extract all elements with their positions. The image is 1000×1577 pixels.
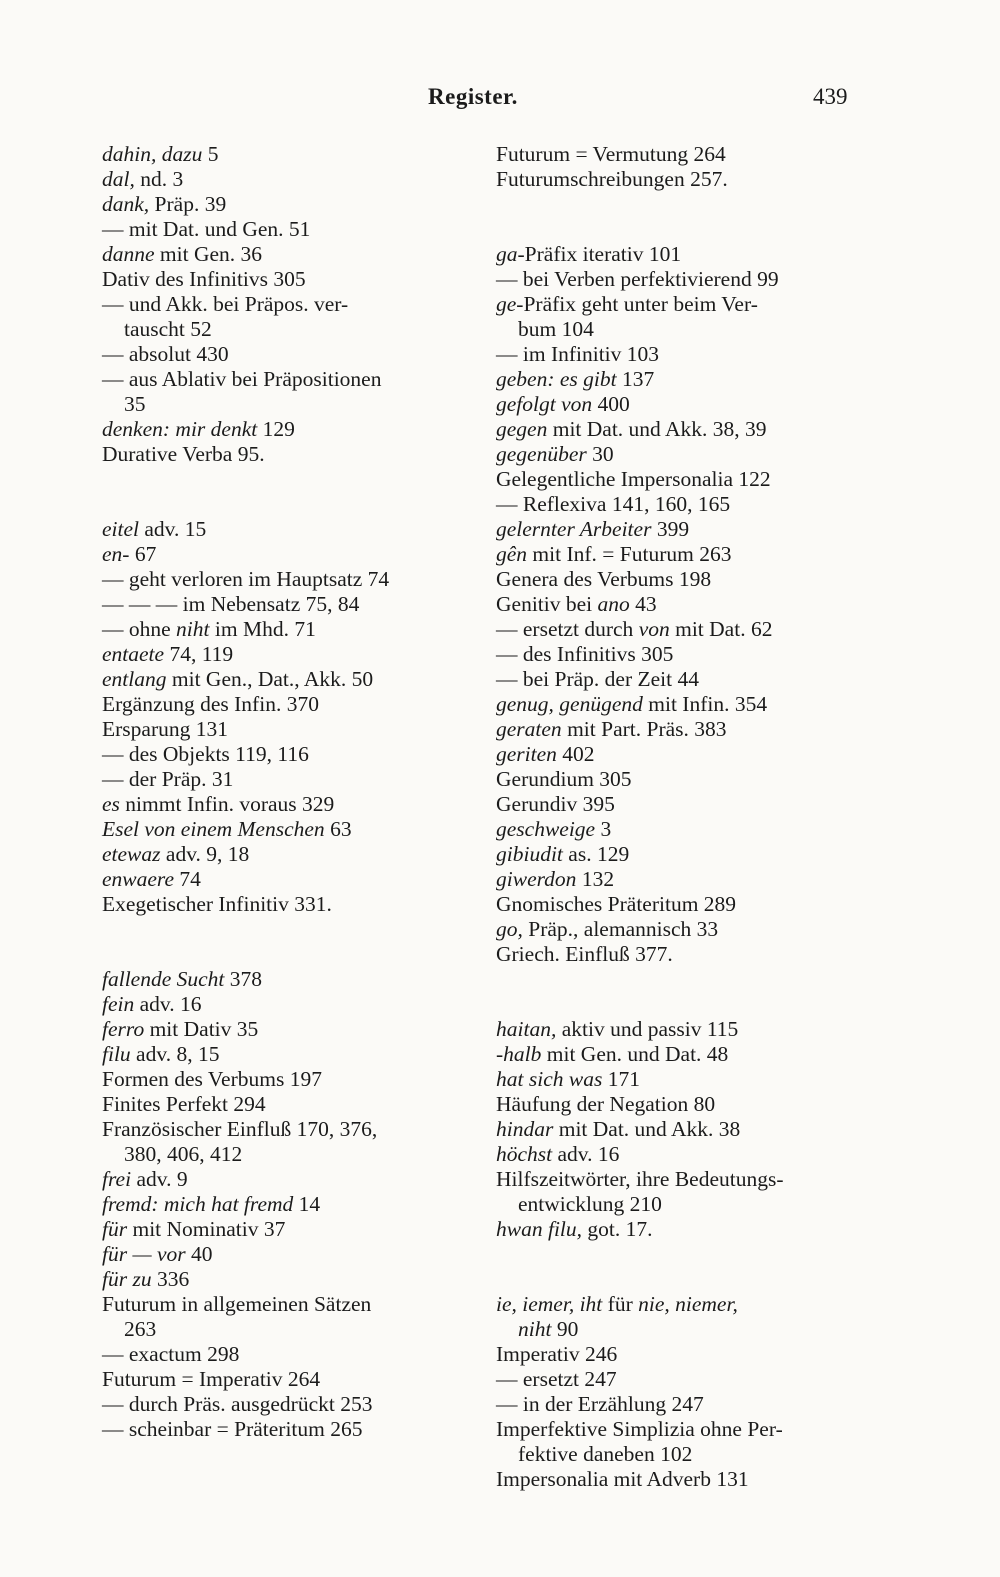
index-entry — [102, 442, 472, 467]
index-term-italic: frei — [102, 1167, 132, 1191]
index-entry — [102, 817, 472, 842]
index-entry — [496, 642, 866, 667]
index-entry — [496, 142, 866, 167]
section-gap — [496, 967, 866, 1017]
index-entry — [102, 367, 472, 392]
index-text: Präp., alemannisch 33 — [522, 917, 719, 941]
index-term-italic: dahin, dazu — [102, 142, 203, 166]
index-entry — [496, 942, 866, 967]
index-text: — ersetzt 247 — [496, 1367, 617, 1391]
index-text: — bei Verben perfektivierend 99 — [496, 267, 779, 291]
index-term-italic: niht — [518, 1317, 552, 1341]
index-text: — Reflexiva 141, 160, 165 — [496, 492, 731, 516]
index-term-italic: niht — [176, 617, 210, 641]
index-entry — [496, 842, 866, 867]
index-entry — [496, 1092, 866, 1117]
index-text: mit Nominativ 37 — [127, 1217, 286, 1241]
index-text: 402 — [556, 742, 595, 766]
index-column-right — [496, 142, 866, 1492]
index-text: — im Infinitiv 103 — [496, 342, 660, 366]
index-entry — [496, 167, 866, 192]
index-text: adv. 9 — [131, 1167, 188, 1191]
index-entry — [102, 717, 472, 742]
index-term-italic: gefolgt von — [496, 392, 593, 416]
index-text: — — — im Nebensatz 75, 84 — [102, 592, 360, 616]
index-text: 400 — [592, 392, 630, 416]
index-text: mit Inf. = Futurum 263 — [527, 542, 732, 566]
index-text: Imperativ 246 — [496, 1342, 618, 1366]
index-term-italic: geschweige — [496, 817, 596, 841]
index-text: Dativ des Infinitivs 305 — [102, 267, 306, 291]
index-entry — [496, 267, 866, 292]
index-text: — mit Dat. und Gen. 51 — [102, 217, 311, 241]
index-entry — [102, 142, 472, 167]
index-entry-continuation — [102, 1317, 472, 1342]
index-entry — [102, 292, 472, 317]
index-entry-continuation — [496, 317, 866, 342]
index-text: Futurum = Vermutung 264 — [496, 142, 726, 166]
index-text: 5 — [202, 142, 219, 166]
index-term-italic: höchst — [496, 1142, 553, 1166]
index-entry — [102, 1042, 472, 1067]
index-entry — [102, 167, 472, 192]
index-entry — [102, 1092, 472, 1117]
index-entry — [102, 992, 472, 1017]
index-term-italic: geriten — [496, 742, 557, 766]
index-text: 137 — [616, 367, 655, 391]
index-entry — [496, 542, 866, 567]
index-entry — [496, 467, 866, 492]
index-entry — [496, 242, 866, 267]
index-text: — exactum 298 — [102, 1342, 240, 1366]
index-text: 63 — [324, 817, 352, 841]
index-entry — [496, 1367, 866, 1392]
index-entry — [496, 867, 866, 892]
index-text: Präfix iterativ 101 — [524, 242, 682, 266]
index-text: 30 — [586, 442, 614, 466]
index-text: Finites Perfekt 294 — [102, 1092, 266, 1116]
index-text: Präfix geht unter beim Ver- — [523, 292, 758, 316]
index-text: — des Objekts 119, 116 — [102, 742, 309, 766]
index-term-italic: etewaz — [102, 842, 161, 866]
index-text: — ohne — [102, 617, 177, 641]
index-term-italic: gelernter Arbeiter — [496, 517, 652, 541]
index-entry — [496, 392, 866, 417]
index-text: mit Dat. und Akk. 38, 39 — [547, 417, 767, 441]
index-text: 399 — [651, 517, 690, 541]
index-term-italic: fein — [102, 992, 135, 1016]
index-term-italic: ferro — [102, 1017, 145, 1041]
index-term-italic: Esel von einem Menschen — [102, 817, 325, 841]
index-text: im Mhd. 71 — [209, 617, 316, 641]
index-text: 74, 119 — [164, 642, 234, 666]
index-term-italic: ge- — [496, 292, 524, 316]
index-term-italic: gên — [496, 542, 528, 566]
index-entry — [496, 1167, 866, 1192]
index-text: mit Part. Präs. 383 — [561, 717, 727, 741]
page-header — [0, 84, 1000, 116]
index-text: Futurumschreibungen 257. — [496, 167, 728, 191]
index-term-italic: eitel — [102, 517, 140, 541]
index-term-italic: en- — [102, 542, 130, 566]
index-entry — [102, 242, 472, 267]
index-entry — [102, 692, 472, 717]
index-term-italic: hwan filu, — [496, 1217, 583, 1241]
index-text: fektive daneben 102 — [518, 1442, 693, 1466]
index-entry — [496, 1117, 866, 1142]
index-term-italic: ie, iemer, iht — [496, 1292, 603, 1316]
index-term-italic: hindar — [496, 1117, 554, 1141]
index-entry — [102, 1367, 472, 1392]
index-entry — [102, 592, 472, 617]
index-text: — und Akk. bei Präpos. ver- — [102, 292, 349, 316]
index-term-italic: dank, — [102, 192, 150, 216]
index-term-italic: gibiudit — [496, 842, 563, 866]
index-text: Formen des Verbums 197 — [102, 1067, 322, 1091]
index-entry — [496, 1292, 866, 1317]
index-entry — [102, 1167, 472, 1192]
section-gap — [102, 467, 472, 517]
index-entry — [496, 917, 866, 942]
index-entry — [102, 792, 472, 817]
index-text: 35 — [124, 392, 146, 416]
index-entry — [496, 1217, 866, 1242]
index-entry — [496, 1017, 866, 1042]
index-entry — [496, 742, 866, 767]
index-entry-continuation — [102, 392, 472, 417]
index-text: — des Infinitivs 305 — [496, 642, 674, 666]
index-entry — [102, 567, 472, 592]
index-term-italic: giwerdon — [496, 867, 577, 891]
index-text: Griech. Einfluß 377. — [496, 942, 673, 966]
section-gap — [496, 192, 866, 242]
index-text: — bei Präp. der Zeit 44 — [496, 667, 700, 691]
index-text: 378 — [224, 967, 263, 991]
index-term-italic: hat sich was — [496, 1067, 603, 1091]
index-entry — [102, 1392, 472, 1417]
index-text: entwicklung 210 — [518, 1192, 662, 1216]
index-term-italic: fallende Sucht — [102, 967, 225, 991]
index-term-italic: entaete — [102, 642, 165, 666]
index-text: adv. 16 — [552, 1142, 620, 1166]
index-entry-continuation — [102, 1142, 472, 1167]
index-term-italic: enwaere — [102, 867, 175, 891]
index-entry — [102, 192, 472, 217]
index-entry — [496, 517, 866, 542]
index-entry — [102, 967, 472, 992]
index-entry — [102, 417, 472, 442]
index-term-italic: für — vor — [102, 1242, 186, 1266]
index-text: 67 — [129, 542, 157, 566]
index-entry — [496, 692, 866, 717]
index-text: 14 — [293, 1192, 321, 1216]
index-term-italic: für — [102, 1217, 128, 1241]
index-text: 380, 406, 412 — [124, 1142, 243, 1166]
index-text: mit Gen. 36 — [154, 242, 263, 266]
index-text: got. 17. — [582, 1217, 653, 1241]
index-entry — [496, 1417, 866, 1442]
index-term-italic: gegen — [496, 417, 548, 441]
index-text: — aus Ablativ bei Präpositionen — [102, 367, 382, 391]
index-entry-continuation — [496, 1442, 866, 1467]
index-text: Ersparung 131 — [102, 717, 228, 741]
index-entry — [102, 1342, 472, 1367]
index-entry — [496, 442, 866, 467]
index-text: 263 — [124, 1317, 157, 1341]
index-text: Genera des Verbums 198 — [496, 567, 712, 591]
index-text: — durch Präs. ausgedrückt 253 — [102, 1392, 373, 1416]
index-entry — [102, 542, 472, 567]
index-entry — [102, 642, 472, 667]
index-entry — [496, 717, 866, 742]
index-text: 129 — [257, 417, 295, 441]
index-term-italic: entlang — [102, 667, 167, 691]
index-text: — der Präp. 31 — [102, 767, 234, 791]
index-entry — [102, 867, 472, 892]
index-term-italic: gegenüber — [496, 442, 587, 466]
index-text: tauscht 52 — [124, 317, 212, 341]
index-term-italic: ano — [597, 592, 630, 616]
index-entry-continuation — [102, 317, 472, 342]
index-entry — [496, 792, 866, 817]
index-text: adv. 8, 15 — [130, 1042, 220, 1066]
index-text: mit Dativ 35 — [144, 1017, 259, 1041]
index-entry — [102, 517, 472, 542]
index-entry — [496, 592, 866, 617]
index-text: mit Gen., Dat., Akk. 50 — [166, 667, 374, 691]
index-text: Gnomisches Präteritum 289 — [496, 892, 737, 916]
index-term-italic: ga- — [496, 242, 525, 266]
index-term-italic: danne — [102, 242, 155, 266]
index-entry-continuation — [496, 1317, 866, 1342]
index-term-italic: für zu — [102, 1267, 152, 1291]
index-entry — [102, 1292, 472, 1317]
index-entry — [496, 292, 866, 317]
index-text: bum 104 — [518, 317, 594, 341]
index-text: Gelegentliche Impersonalia 122 — [496, 467, 771, 491]
index-entry — [496, 417, 866, 442]
index-entry — [102, 342, 472, 367]
index-text: 336 — [151, 1267, 190, 1291]
section-gap — [496, 1242, 866, 1292]
index-term-italic: denken: mir denkt — [102, 417, 258, 441]
index-entry — [102, 267, 472, 292]
index-term-italic: geraten — [496, 717, 562, 741]
index-entry — [496, 767, 866, 792]
index-text: Präp. 39 — [149, 192, 227, 216]
index-text: adv. 9, 18 — [160, 842, 250, 866]
index-text: 90 — [551, 1317, 579, 1341]
index-entry — [496, 1142, 866, 1167]
index-text: — absolut 430 — [102, 342, 229, 366]
running-title: Register. — [428, 84, 518, 109]
index-term-italic: dal, — [102, 167, 135, 191]
index-text: mit Dat. 62 — [669, 617, 773, 641]
index-text: Impersonalia mit Adverb 131 — [496, 1467, 749, 1491]
index-text: — geht verloren im Hauptsatz 74 — [102, 567, 390, 591]
index-entry — [496, 1392, 866, 1417]
index-text: nd. 3 — [134, 167, 184, 191]
index-entry — [496, 492, 866, 517]
index-text: 74 — [174, 867, 201, 891]
index-entry — [102, 842, 472, 867]
index-entry — [102, 667, 472, 692]
index-term-italic: fremd: mich hat fremd — [102, 1192, 294, 1216]
index-term-italic: nie, niemer, — [638, 1292, 738, 1316]
index-text: 3 — [595, 817, 612, 841]
index-entry — [496, 567, 866, 592]
index-text: adv. 15 — [139, 517, 207, 541]
index-term-italic: geben: es gibt — [496, 367, 617, 391]
index-entry — [496, 342, 866, 367]
index-text: Ergänzung des Infin. 370 — [102, 692, 319, 716]
index-text: adv. 16 — [134, 992, 202, 1016]
index-text: Genitiv bei — [496, 592, 598, 616]
index-text: — scheinbar = Präteritum 265 — [102, 1417, 363, 1441]
index-term-italic: es — [102, 792, 120, 816]
index-text: 43 — [629, 592, 657, 616]
index-entry — [102, 1192, 472, 1217]
index-text: Exegetischer Infinitiv 331. — [102, 892, 332, 916]
index-entry — [102, 1067, 472, 1092]
index-entry-continuation — [496, 1192, 866, 1217]
index-text: Futurum = Imperativ 264 — [102, 1367, 321, 1391]
index-entry — [102, 1267, 472, 1292]
index-entry — [102, 1417, 472, 1442]
index-text: 171 — [602, 1067, 640, 1091]
index-text: 132 — [576, 867, 615, 891]
index-term-italic: filu — [102, 1042, 131, 1066]
index-text: 40 — [185, 1242, 213, 1266]
index-entry — [102, 1217, 472, 1242]
index-text: für — [602, 1292, 639, 1316]
index-term-italic: -halb — [496, 1042, 542, 1066]
index-text: aktiv und passiv 115 — [556, 1017, 739, 1041]
index-text: Französischer Einfluß 170, 376, — [102, 1117, 378, 1141]
index-column-left — [102, 142, 472, 1442]
index-entry — [496, 1067, 866, 1092]
index-entry — [496, 892, 866, 917]
index-text: mit Infin. 354 — [642, 692, 768, 716]
index-entry — [102, 217, 472, 242]
index-text: Imperfektive Simplizia ohne Per- — [496, 1417, 783, 1441]
index-term-italic: go, — [496, 917, 523, 941]
index-text: Häufung der Negation 80 — [496, 1092, 716, 1116]
index-entry — [102, 892, 472, 917]
index-text: Gerundiv 395 — [496, 792, 615, 816]
page-number: 439 — [813, 84, 848, 109]
index-text: nimmt Infin. voraus 329 — [119, 792, 335, 816]
index-text: as. 129 — [562, 842, 630, 866]
index-entry — [496, 1042, 866, 1067]
index-text: Gerundium 305 — [496, 767, 632, 791]
index-text: mit Gen. und Dat. 48 — [541, 1042, 729, 1066]
index-entry — [102, 767, 472, 792]
index-term-italic: haitan, — [496, 1017, 557, 1041]
index-entry — [102, 1017, 472, 1042]
index-entry — [496, 367, 866, 392]
index-text: — in der Erzählung 247 — [496, 1392, 704, 1416]
index-entry — [496, 817, 866, 842]
index-entry — [102, 742, 472, 767]
index-text: Durative Verba 95. — [102, 442, 265, 466]
index-entry — [496, 667, 866, 692]
index-text: Hilfszeitwörter, ihre Bedeutungs- — [496, 1167, 784, 1191]
index-text: — ersetzt durch — [496, 617, 639, 641]
index-entry — [102, 1117, 472, 1142]
index-entry — [496, 617, 866, 642]
index-text: mit Dat. und Akk. 38 — [553, 1117, 741, 1141]
section-gap — [102, 917, 472, 967]
index-text: Futurum in allgemeinen Sätzen — [102, 1292, 372, 1316]
index-entry — [102, 617, 472, 642]
index-term-italic: genug, genügend — [496, 692, 643, 716]
index-entry — [496, 1467, 866, 1492]
index-term-italic: von — [638, 617, 670, 641]
index-entry — [496, 1342, 866, 1367]
index-entry — [102, 1242, 472, 1267]
